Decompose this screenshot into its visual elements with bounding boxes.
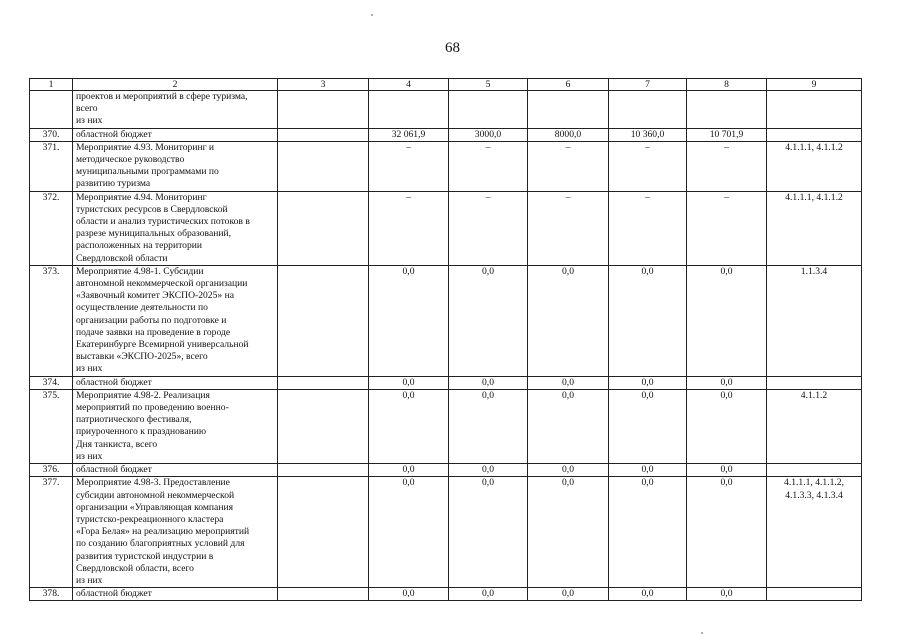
target-indicator-codes (767, 91, 862, 129)
table-row (30, 141, 862, 191)
column-7-value: 10 360,0 (609, 128, 687, 141)
column-6-value: 8000,0 (528, 128, 609, 141)
column-3-value (278, 389, 369, 463)
column-6-value: 0,0 (528, 464, 609, 477)
column-7-value: – (609, 141, 687, 191)
row-number: 376. (30, 464, 73, 477)
column-3-value (278, 191, 369, 265)
column-5-value: 0,0 (449, 464, 528, 477)
column-4-value: 32 061,9 (369, 128, 449, 141)
row-number: 370. (30, 128, 73, 141)
column-5-value: 0,0 (449, 265, 528, 376)
column-6-value: 0,0 (528, 588, 609, 601)
column-8-value (687, 91, 767, 129)
target-indicator-codes: 4.1.1.1, 4.1.1.2 (767, 141, 862, 191)
column-7-value: 0,0 (609, 376, 687, 389)
column-7-value: – (609, 191, 687, 265)
column-4-value: – (369, 191, 449, 265)
column-6-value: 0,0 (528, 477, 609, 588)
column-8-value: – (687, 141, 767, 191)
column-5-value: 0,0 (449, 389, 528, 463)
column-5-value: – (449, 141, 528, 191)
table-row (30, 389, 862, 463)
column-4-value (369, 91, 449, 129)
column-3-value (278, 588, 369, 601)
target-indicator-codes: 4.1.1.1, 4.1.1.2, 4.1.3.3, 4.1.3.4 (767, 477, 862, 588)
target-indicator-codes: 4.1.1.2 (767, 389, 862, 463)
column-header: 6 (528, 79, 609, 91)
column-6-value: – (528, 191, 609, 265)
target-indicator-codes (767, 588, 862, 601)
page-number: 68 (445, 40, 460, 56)
table-row (30, 191, 862, 265)
column-8-value: 10 701,9 (687, 128, 767, 141)
row-description: Мероприятие 4.98-3. Предоставление субсидии автономной некоммерческой организации «Управляющая компания туристско-рекреационного кластера «Гора Белая» на реализацию мероприятий по созданию благоприятных условий для развития туристской индустрии в Свердловской области, всего из них (73, 477, 278, 588)
row-description: проектов и мероприятий в сфере туризма, всего из них (73, 91, 278, 129)
column-7-value: 0,0 (609, 477, 687, 588)
column-5-value (449, 91, 528, 129)
column-7-value: 0,0 (609, 265, 687, 376)
column-header: 2 (73, 79, 278, 91)
table-row (30, 265, 862, 376)
column-5-value: 3000,0 (449, 128, 528, 141)
target-indicator-codes: 1.1.3.4 (767, 265, 862, 376)
column-8-value: 0,0 (687, 477, 767, 588)
row-description: областной бюджет (73, 588, 278, 601)
program-table (29, 78, 862, 601)
column-8-value: 0,0 (687, 588, 767, 601)
target-indicator-codes: 4.1.1.1, 4.1.1.2 (767, 191, 862, 265)
column-5-value: 0,0 (449, 588, 528, 601)
row-number: 377. (30, 477, 73, 588)
column-8-value: 0,0 (687, 389, 767, 463)
column-header: 9 (767, 79, 862, 91)
column-8-value: 0,0 (687, 464, 767, 477)
column-7-value (609, 91, 687, 129)
column-7-value: 0,0 (609, 464, 687, 477)
row-description: Мероприятие 4.93. Мониторинг и методическое руководство муниципальными программами по развитию туризма (73, 141, 278, 191)
column-5-value: – (449, 191, 528, 265)
table-row (30, 128, 862, 141)
column-4-value: – (369, 141, 449, 191)
column-header: 5 (449, 79, 528, 91)
table-row (30, 588, 862, 601)
column-8-value: 0,0 (687, 265, 767, 376)
column-7-value: 0,0 (609, 389, 687, 463)
column-6-value: 0,0 (528, 376, 609, 389)
column-6-value: – (528, 141, 609, 191)
column-3-value (278, 265, 369, 376)
column-3-value (278, 464, 369, 477)
row-description: Мероприятие 4.94. Мониторинг туристских ресурсов в Свердловской области и анализ туристических потоков в разрезе муниципальных образований, расположенных на территории Свердловской области (73, 191, 278, 265)
table-row (30, 464, 862, 477)
column-6-value: 0,0 (528, 389, 609, 463)
column-4-value: 0,0 (369, 588, 449, 601)
scan-speck (371, 14, 373, 16)
column-4-value: 0,0 (369, 389, 449, 463)
column-3-value (278, 141, 369, 191)
table-row (30, 91, 862, 129)
table-row (30, 376, 862, 389)
row-number (30, 91, 73, 129)
row-number: 374. (30, 376, 73, 389)
column-3-value (278, 376, 369, 389)
row-description: Мероприятие 4.98-2. Реализация мероприятий по проведению военно- патриотического фестиваля, приуроченного к празднованию Дня танкиста, всего из них (73, 389, 278, 463)
column-8-value: 0,0 (687, 376, 767, 389)
column-3-value (278, 91, 369, 129)
column-header: 1 (30, 79, 73, 91)
column-7-value: 0,0 (609, 588, 687, 601)
column-3-value (278, 477, 369, 588)
column-header: 7 (609, 79, 687, 91)
column-8-value: – (687, 191, 767, 265)
row-number: 375. (30, 389, 73, 463)
column-4-value: 0,0 (369, 265, 449, 376)
column-4-value: 0,0 (369, 376, 449, 389)
column-header: 4 (369, 79, 449, 91)
column-5-value: 0,0 (449, 477, 528, 588)
target-indicator-codes (767, 128, 862, 141)
table-row (30, 477, 862, 588)
row-description: Мероприятие 4.98-1. Субсидии автономной некоммерческой организации «Заявочный комитет ЭКСПО-2025» на осуществление деятельности по организации работы по подготовке и подаче заявки на проведение в городе Екатеринбурге Всемирной универсальной выставки «ЭКСПО-2025», всего из них (73, 265, 278, 376)
column-6-value: 0,0 (528, 265, 609, 376)
column-header: 8 (687, 79, 767, 91)
target-indicator-codes (767, 464, 862, 477)
column-header: 3 (278, 79, 369, 91)
column-4-value: 0,0 (369, 464, 449, 477)
row-description: областной бюджет (73, 376, 278, 389)
column-number-row (30, 79, 862, 91)
column-3-value (278, 128, 369, 141)
column-4-value: 0,0 (369, 477, 449, 588)
column-5-value: 0,0 (449, 376, 528, 389)
column-6-value (528, 91, 609, 129)
row-number: 371. (30, 141, 73, 191)
target-indicator-codes (767, 376, 862, 389)
row-description: областной бюджет (73, 464, 278, 477)
row-number: 373. (30, 265, 73, 376)
row-number: 372. (30, 191, 73, 265)
scan-speck (701, 632, 703, 634)
row-number: 378. (30, 588, 73, 601)
row-description: областной бюджет (73, 128, 278, 141)
